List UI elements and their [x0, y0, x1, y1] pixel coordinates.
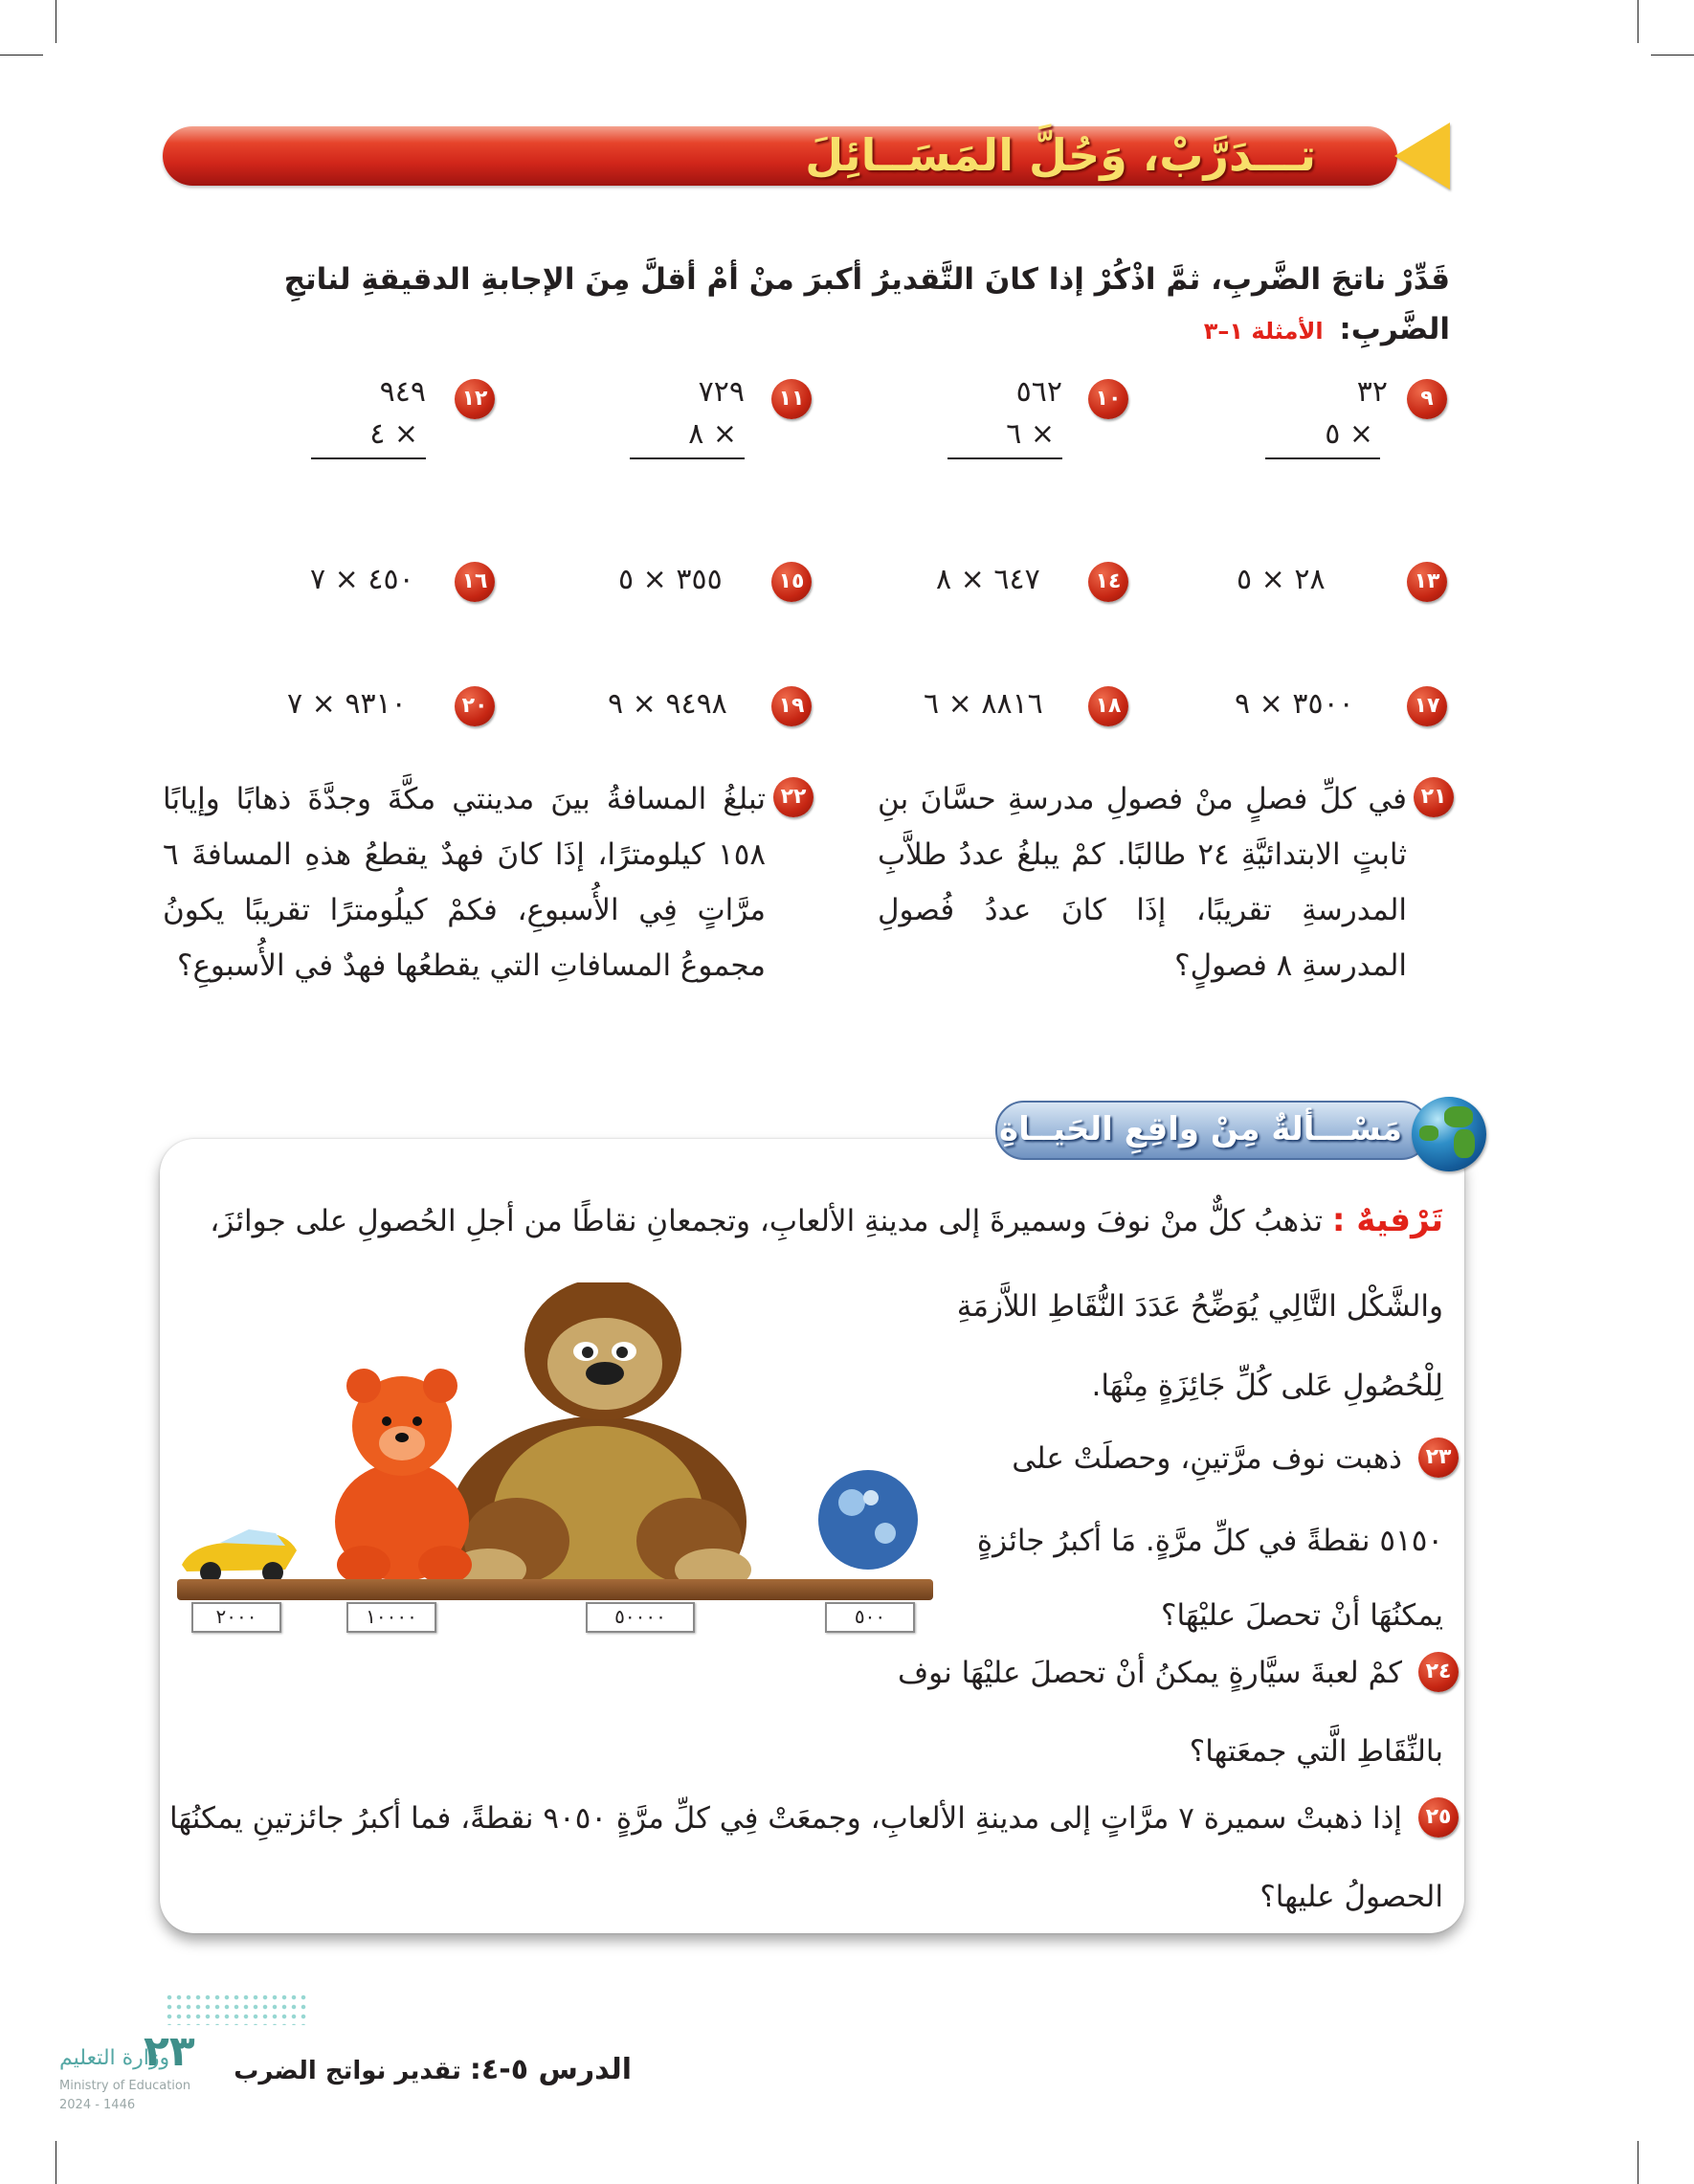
q25-line-2: الحصولُ عليها؟ [1259, 1880, 1443, 1914]
intro-line-1 [151, 1192, 1443, 1250]
prizes-illustration [172, 1282, 938, 1598]
exercise-badge: ١٨ [1088, 686, 1128, 726]
exercise-badge: ٢٥ [1418, 1797, 1459, 1838]
footer-lesson [234, 2053, 632, 2086]
triangle-icon [1394, 123, 1450, 189]
exercise-badge: ١٦ [455, 562, 495, 602]
multiplicand: ٣٢ [1356, 375, 1388, 409]
exercise-badge: ٢٣ [1418, 1437, 1459, 1478]
ministry-logo-dots [165, 1993, 308, 2025]
intro-text-1: تذهبُ كلٌّ منْ نوفَ وسميرةَ إلى مدينةِ الألعابِ، وتجمعانِ نقاطًا من أجلِ الحُصولِ على جوائزَ، [210, 1204, 1324, 1238]
crop-mark [0, 55, 43, 56]
exercise-badge: ١٢ [455, 379, 495, 419]
q23-line-1: ذهبت نوف مرَّتينِ، وحصلَتْ على [1012, 1441, 1402, 1476]
examples-reference: الأمثلة ١–٣ [1203, 318, 1324, 345]
prize-points-gorilla: ٥٠٠٠٠ [586, 1602, 695, 1633]
real-life-title: مَسْـــألةٌ مِنْ واقِعِ الحَيــاةِ [999, 1110, 1402, 1148]
multiplicand: ٥٦٢ [1015, 375, 1062, 409]
multiplicand: ٧٢٩ [698, 375, 745, 409]
shelf [177, 1579, 933, 1600]
prize-points-bear: ١٠٠٠٠ [346, 1602, 436, 1633]
multiplier: ٥ × [1325, 417, 1373, 451]
gorilla-toy-icon [450, 1282, 751, 1598]
exercise-badge: ٢٤ [1418, 1652, 1459, 1692]
exercise-badge: ٢٢ [773, 777, 814, 817]
toy-car-icon [182, 1529, 297, 1583]
exercise-badge: ٢٠ [455, 686, 495, 726]
globe-icon [1412, 1097, 1486, 1171]
lesson-label: الدرس ٥-٤: [469, 2053, 632, 2086]
intro-line-3: لِلْحُصُولِ عَلى كُلِّ جَائِزَةٍ مِنْهَا. [1091, 1369, 1443, 1403]
exercise-badge: ١٤ [1088, 562, 1128, 602]
exercise-badge: ٩ [1407, 379, 1447, 419]
expression: ٤٥٠ × ٧ [310, 563, 414, 596]
expression: ٩٤٩٨ × ٩ [608, 687, 727, 721]
underline [630, 457, 745, 459]
word-problem-21: في كلِّ فصلٍ منْ فصولِ مدرسةِ حسَّانَ بنِ ثابتٍ الابتدائيَّةِ ٢٤ طالبًا. كمْ يبلغُ عددُ طلاَّبِ المدرسةِ تقريبًا، إذَا كانَ عددُ فُصولِ المدرسةِ ٨ فصولٍ؟ [878, 782, 1407, 983]
edition-year: 2024 - 1446 [59, 2098, 136, 2112]
exercise-badge: ١٠ [1088, 379, 1128, 419]
q23-line-3: يمكنُهَا أنْ تحصلَ عليْهَا؟ [1161, 1598, 1443, 1633]
multiplicand: ٩٤٩ [379, 375, 426, 409]
underline [1265, 457, 1380, 459]
instruction-text: قَدِّرْ ناتجَ الضَّربِ، ثمَّ اذْكُرْ إذا كانَ التَّقديرُ أكبرَ منْ أمْ أقلَّ مِنَ الإجابةِ الدقيقةِ لناتجِ الضَّربِ: [283, 262, 1450, 346]
q23-line-2: ٥١٥٠ نقطةً في كلِّ مرَّةٍ. مَا أكبرُ جائزةٍ [976, 1524, 1443, 1558]
expression: ٣٥٠٠ × ٩ [1235, 687, 1354, 721]
prize-points-ball: ٥٠٠ [825, 1602, 915, 1633]
q24-line-2: بالنِّقَاطِ الَّتي جمعَتها؟ [1189, 1734, 1443, 1769]
word-problem-22: تبلغُ المسافةُ بينَ مدينتي مكَّةَ وجدَّةَ ذهابًا وإيابًا ١٥٨ كيلومترًا، إذَا كانَ فهدٌ يقطعُ هذهِ المسافةَ ٦ مرَّاتٍ فِي الأُسبوعِ، فكمْ كيلُومترًا تقريبًا يكونُ مجموعُ المسافاتِ التي يقطعُها فهدٌ في الأُسبوعِ؟ [163, 782, 766, 983]
page-number: ٢٣ [144, 2027, 195, 2076]
instruction [263, 255, 1450, 356]
exercise-badge: ١٧ [1407, 686, 1447, 726]
lesson-title: تقدير نواتج الضرب [234, 2057, 461, 2085]
multiplier: ٦ × [1006, 417, 1055, 451]
teddy-bear-icon [335, 1369, 472, 1584]
section-banner [163, 121, 1450, 191]
expression: ٣٥٥ × ٥ [618, 563, 723, 596]
exercise-badge: ٢١ [1414, 777, 1454, 817]
exercise-badge: ١٣ [1407, 562, 1447, 602]
exercise-badge: ١٥ [771, 562, 812, 602]
ministry-name-en: Ministry of Education [59, 2079, 191, 2093]
underline [947, 457, 1062, 459]
underline [311, 457, 426, 459]
expression: ٦٤٧ × ٨ [936, 563, 1040, 596]
ministry-name-ar: وزارة التعليم [59, 2046, 170, 2070]
expression: ٢٨ × ٥ [1237, 563, 1326, 596]
q24-line-1: كمْ لعبةَ سيَّارةٍ يمكنُ أنْ تحصلَ عليْهَا نوف [898, 1656, 1402, 1690]
exercise-badge: ١٩ [771, 686, 812, 726]
intro-line-2: والشَّكْل التَّالِي يُوَضِّحُ عَدَدَ النُّقَاطِ اللاَّزمَةِ [956, 1289, 1443, 1324]
multiplier: ٤ × [369, 417, 418, 451]
q25-line-1: إذا ذهبتْ سميرة ٧ مرَّاتٍ إلى مدينةِ الألعابِ، وجمعَتْ فِي كلِّ مرَّةٍ ٩٠٥٠ نقطةً، فما أكبرُ جائزتينِ يمكنُهَا [169, 1801, 1402, 1836]
keyword-entertainment: تَرْفيهٌ : [1331, 1201, 1443, 1239]
prize-points-car: ٢٠٠٠ [191, 1602, 281, 1633]
exercise-badge: ١١ [771, 379, 812, 419]
expression: ٨٨١٦ × ٦ [924, 687, 1043, 721]
multiplier: ٨ × [688, 417, 737, 451]
expression: ٩٣١٠ × ٧ [287, 687, 407, 721]
banner-title: تـــدَرَّبْ، وَحُلَّ المَسَــائِلَ [805, 129, 1316, 181]
crop-mark [1651, 55, 1694, 56]
